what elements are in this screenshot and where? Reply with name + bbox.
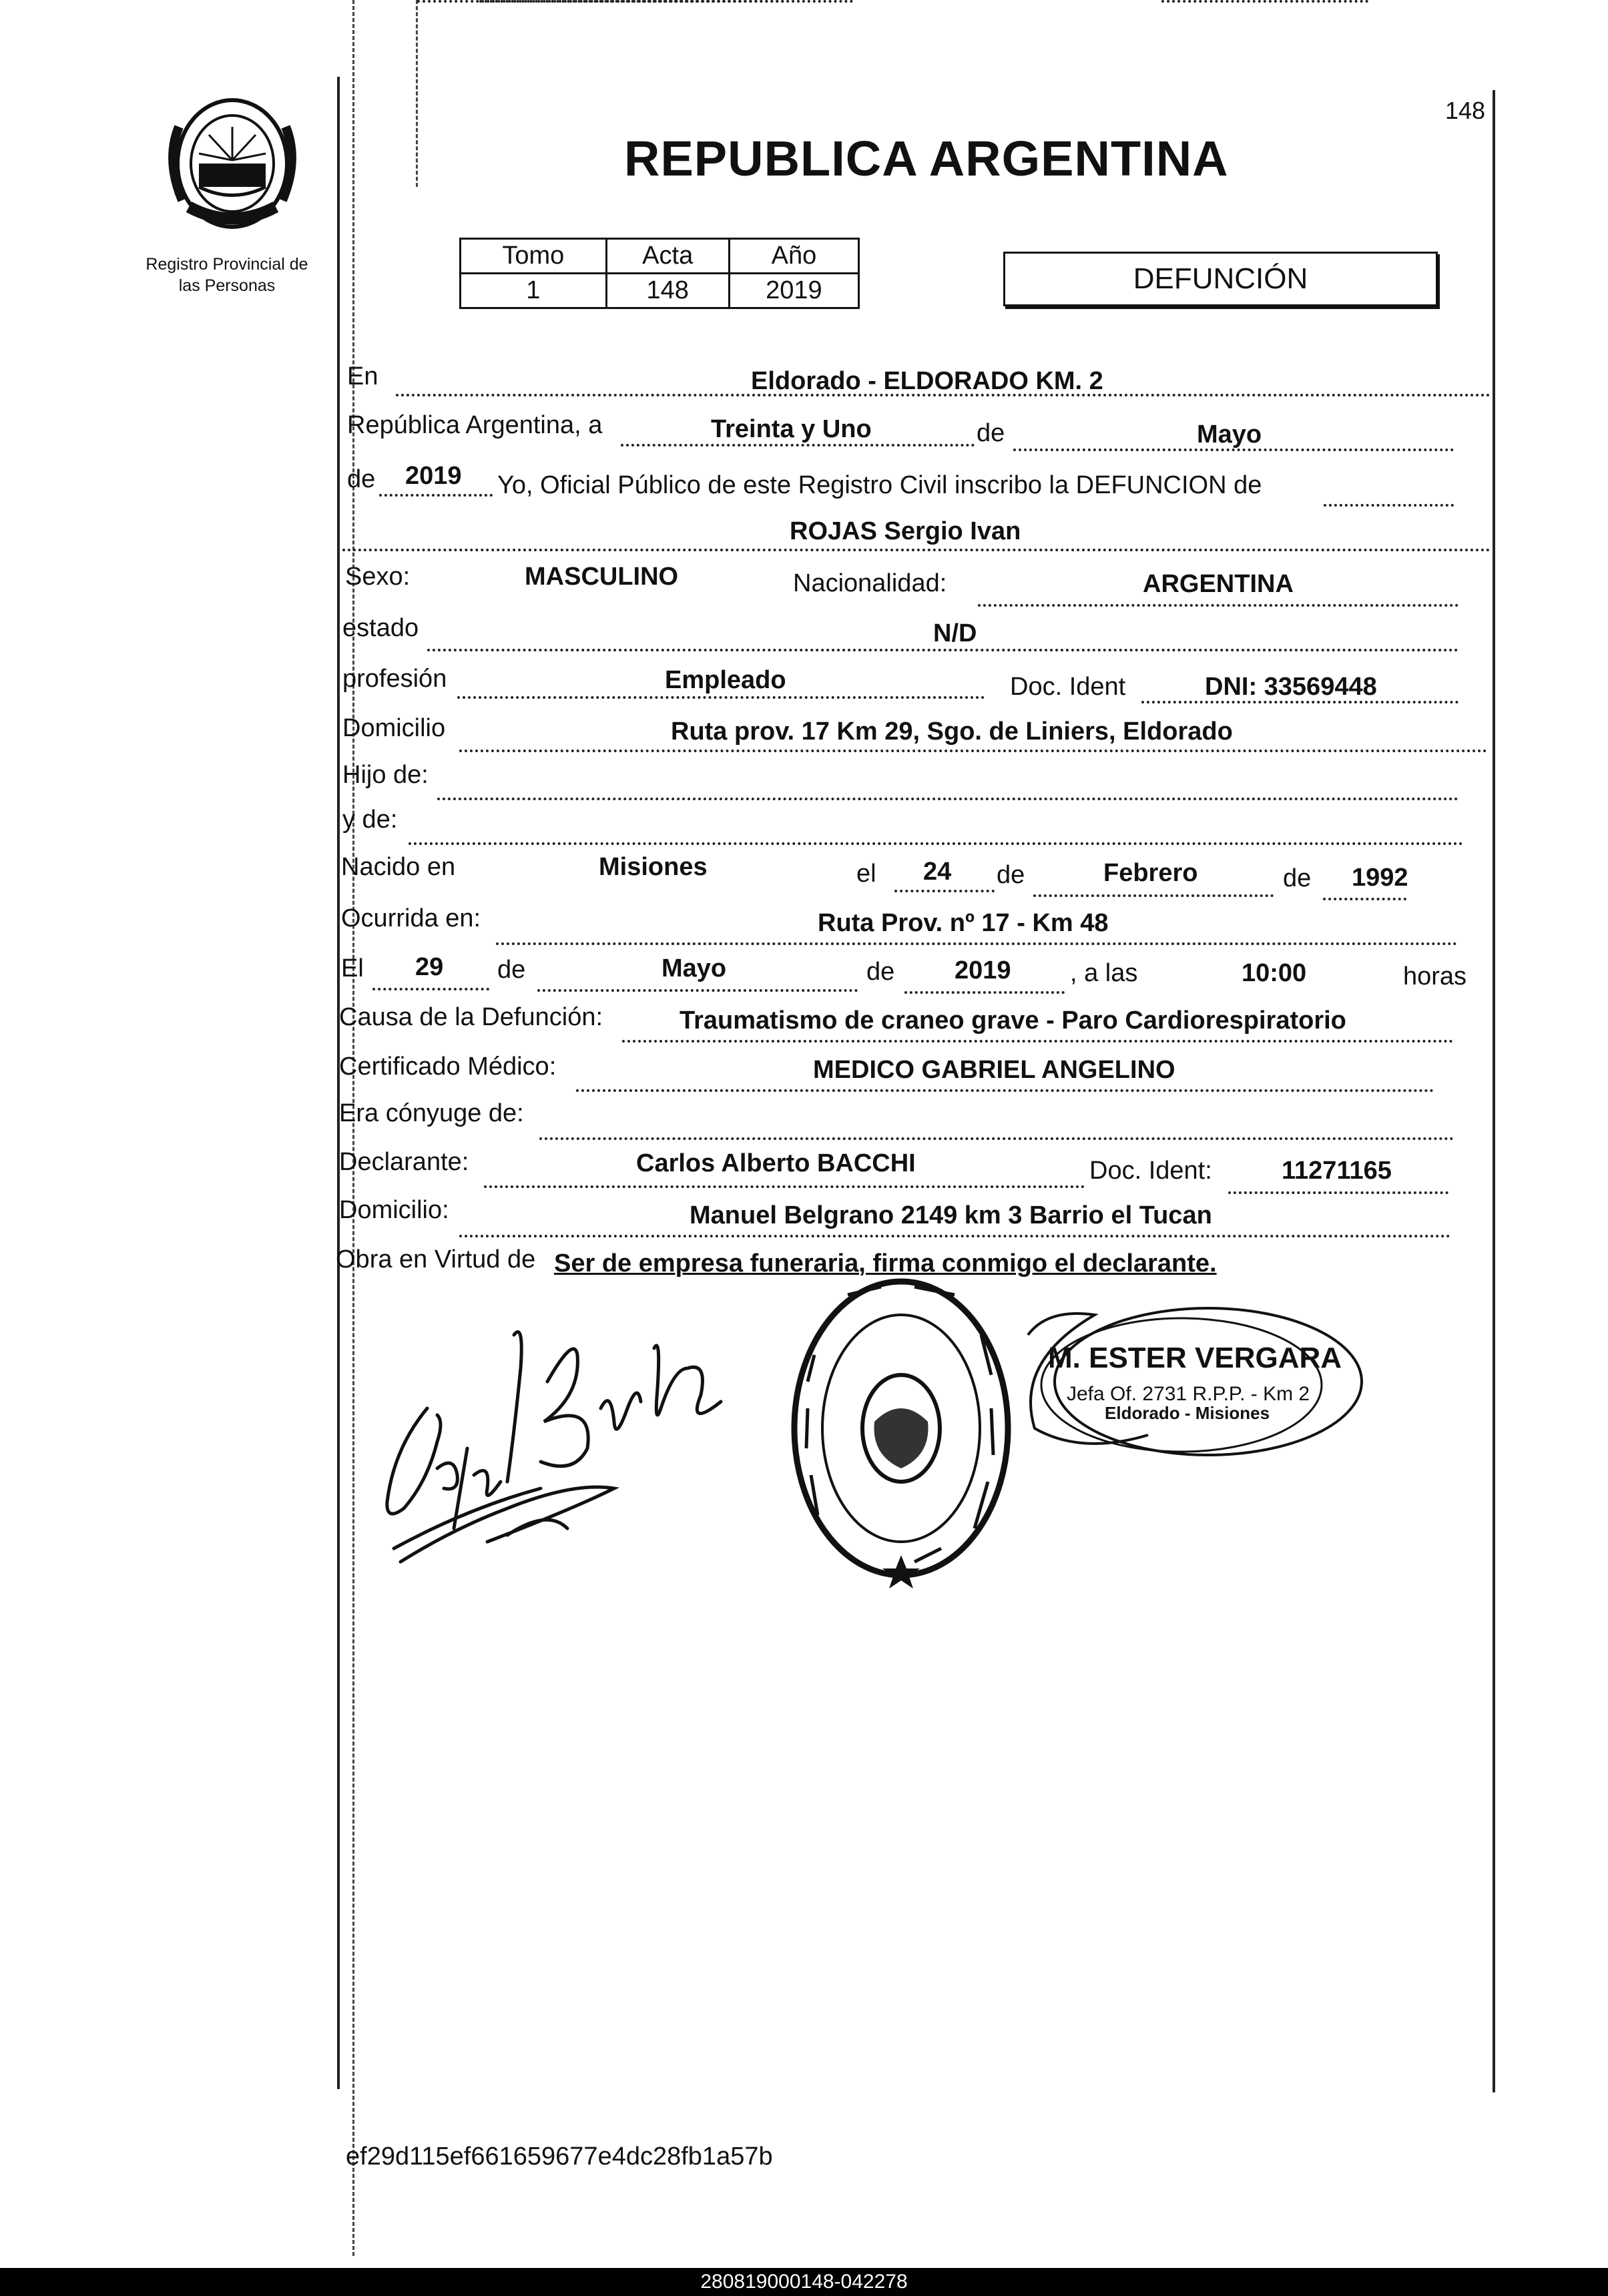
anio-header: Año [729, 239, 858, 274]
name-dots [342, 549, 1491, 551]
birth-day-dots [894, 890, 995, 892]
decl-doc-dots [1228, 1191, 1448, 1194]
ocurrida-label: Ocurrida en: [341, 904, 481, 932]
acta-value: 148 [606, 274, 729, 308]
year-prefix: de [347, 465, 376, 493]
domicilio-label: Domicilio [342, 714, 446, 742]
death-time-dots [1161, 0, 1368, 3]
conyuge-dots [539, 1137, 1454, 1140]
death-year: 2019 [955, 956, 1011, 984]
registration-year: 2019 [405, 462, 462, 490]
birth-year: 1992 [1352, 864, 1408, 892]
causa-label: Causa de la Defunción: [339, 1003, 603, 1031]
domicilio-dots [459, 750, 1487, 752]
left-margin-rule [337, 77, 340, 2089]
right-margin-rule [1493, 90, 1495, 2092]
declarant-signature [374, 1308, 788, 1562]
deceased-name: ROJAS Sergio Ivan [790, 517, 1021, 545]
ocurrida-dots [496, 942, 1457, 945]
death-de2-label: de [866, 958, 895, 986]
acta-header: Acta [606, 239, 729, 274]
doc-ident-value: DNI: 33569448 [1205, 673, 1377, 701]
nacionalidad-label: Nacionalidad: [793, 569, 947, 597]
El-label: El [341, 954, 364, 982]
birth-month: Febrero [1103, 859, 1198, 887]
el-label: el [856, 860, 876, 888]
en-label: En [347, 362, 378, 390]
birth-day: 24 [923, 858, 952, 886]
hijo-label: Hijo de: [342, 761, 429, 789]
left-dashed-guide-2 [416, 0, 418, 187]
republica-label: República Argentina, a [347, 411, 603, 439]
left-dashed-guide [352, 0, 354, 2256]
nacionalidad-value: ARGENTINA [1143, 570, 1294, 598]
death-time: 10:00 [1242, 959, 1307, 987]
official-oval-stamp [988, 1281, 1388, 1468]
death-day-dots [372, 988, 489, 990]
rep-day-dots [621, 444, 975, 447]
sexo-value: MASCULINO [525, 563, 679, 591]
tomo-value: 1 [461, 274, 607, 308]
book-reference-table [459, 238, 860, 309]
causa-dots [622, 1040, 1453, 1043]
birth-year-dots [1323, 898, 1406, 900]
death-month: Mayo [661, 954, 727, 982]
declarante-dots [484, 1185, 1085, 1188]
cert-label: Certificado Médico: [339, 1053, 557, 1081]
decl-doc-value: 11271165 [1282, 1157, 1392, 1185]
anio-value: 2019 [729, 274, 858, 308]
declarante-value: Carlos Alberto BACCHI [636, 1149, 916, 1177]
place-value: Eldorado - ELDORADO KM. 2 [751, 367, 1103, 395]
death-month-dots [537, 989, 858, 992]
birth-de1-label: de [997, 861, 1025, 889]
horas-label: horas [1403, 962, 1467, 990]
official-statement: Yo, Oficial Público de este Registro Civil inscribo la DEFUNCION de [497, 471, 1262, 499]
sexo-label: Sexo: [345, 563, 411, 591]
death-de1-label: de [497, 956, 526, 984]
decl-dom-label: Domicilio: [339, 1196, 449, 1224]
birth-place: Misiones [599, 853, 708, 881]
page-title: REPUBLICA ARGENTINA [624, 131, 1229, 186]
footer-code: 280819000148-042278 [700, 2271, 908, 2293]
registration-month: Mayo [1197, 420, 1262, 449]
document-type-box: DEFUNCIÓN [1003, 252, 1438, 306]
rep-de-label: de [977, 419, 1005, 447]
nacido-label: Nacido en [341, 853, 456, 881]
decl-dom-dots [459, 1235, 1450, 1237]
nacido-dots [479, 0, 853, 3]
stamp-official-line3: Eldorado - Misiones [1105, 1403, 1270, 1423]
hijo-dots [437, 798, 1458, 800]
birth-month-dots [1033, 894, 1274, 897]
obra-value: Ser de empresa funeraria, firma conmigo el declarante. [554, 1249, 1217, 1277]
death-year-dots [904, 991, 1065, 994]
causa-value: Traumatismo de craneo grave - Paro Cardiorespiratorio [680, 1007, 1346, 1035]
profesion-label: profesión [342, 665, 447, 693]
doc-ident-label: Doc. Ident [1010, 673, 1126, 701]
registry-round-stamp [788, 1275, 1015, 1589]
death-day: 29 [415, 953, 444, 981]
cert-value: MEDICO GABRIEL ANGELINO [813, 1056, 1175, 1084]
decl-doc-label: Doc. Ident: [1089, 1157, 1212, 1185]
official-dots [1324, 504, 1454, 507]
estado-dots [427, 649, 1458, 651]
estado-value: N/D [933, 619, 977, 647]
birth-de2-label: de [1283, 864, 1312, 892]
obra-label: Obra en Virtud de [336, 1245, 536, 1273]
profesion-value: Empleado [665, 666, 786, 694]
stamp-official-line2: Jefa Of. 2731 R.P.P. - Km 2 [1067, 1383, 1310, 1405]
estado-label: estado [342, 614, 419, 642]
death-place: Ruta Prov. nº 17 - Km 48 [818, 909, 1109, 937]
domicilio-value: Ruta prov. 17 Km 29, Sgo. de Liniers, Eldorado [671, 718, 1233, 746]
alas-label: , a las [1070, 959, 1138, 987]
nacionalidad-dots [978, 604, 1458, 607]
profesion-dots [457, 696, 985, 699]
declarante-label: Declarante: [339, 1148, 469, 1176]
decl-dom-value: Manuel Belgrano 2149 km 3 Barrio el Tucan [690, 1201, 1212, 1229]
page-number: 148 [1445, 97, 1486, 124]
registry-caption-line2: las Personas [178, 276, 276, 295]
registry-caption-line1: Registro Provincial de [146, 255, 308, 274]
year-dots [379, 494, 493, 497]
yde-dots [409, 842, 1463, 845]
cert-dots [576, 1089, 1434, 1092]
yde-label: y de: [342, 806, 398, 834]
document-hash: ef29d115ef661659677e4dc28fb1a57b [346, 2142, 773, 2171]
registration-day: Treinta y Uno [711, 415, 872, 443]
stamp-official-line1: M. ESTER VERGARA [1048, 1342, 1342, 1374]
conyuge-label: Era cónyuge de: [339, 1099, 524, 1127]
misiones-seal-logo [159, 87, 306, 234]
registry-caption [127, 254, 327, 296]
tomo-header: Tomo [461, 239, 607, 274]
